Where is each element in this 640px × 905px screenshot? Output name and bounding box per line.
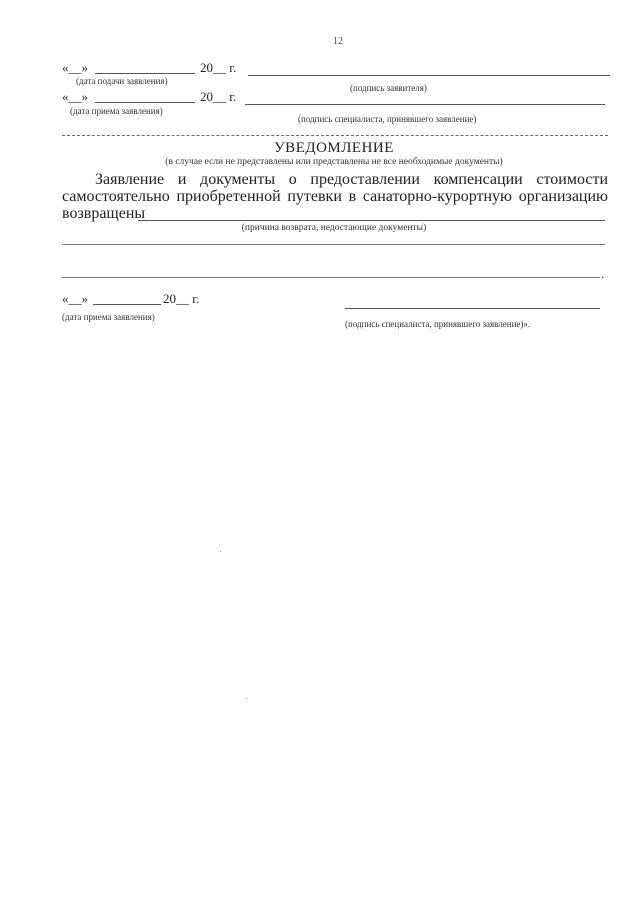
submission-date-caption: (дата подачи заявления) (76, 76, 168, 86)
scan-speck (246, 698, 247, 699)
return-reason-caption: (причина возврата, недостающие документы) (241, 223, 427, 233)
notice-acceptance-day-quote: «__» (62, 291, 88, 306)
notice-subtitle: (в случае если не представлены или представлены не все необходимые документы) (165, 157, 503, 167)
notice-body-line-1: Заявление и документы о предоставлении компенсации стоимости (95, 171, 608, 188)
submission-year: 20__ г. (200, 60, 237, 75)
applicant-signature-line (248, 75, 610, 76)
notice-body-line-2: самостоятельно приобретенной путевки в санаторно-курортную организацию (62, 188, 608, 205)
cut-line-separator (62, 135, 608, 136)
reason-blank-line-1 (62, 244, 605, 245)
page-number: 12 (333, 36, 343, 47)
acceptance-month-line (95, 102, 195, 103)
specialist-signature-line (245, 104, 605, 105)
acceptance-year: 20__ г. (200, 89, 237, 104)
applicant-signature-caption: (подпись заявителя) (350, 83, 427, 93)
acceptance-date-caption: (дата приема заявления) (70, 106, 163, 116)
submission-day-quote: «__» (62, 60, 88, 75)
notice-title: УВЕДОМЛЕНИЕ (274, 140, 394, 156)
reason-line-period: . (601, 266, 605, 281)
notice-specialist-signature-caption: (подпись специалиста, принявшего заявление)». (345, 319, 531, 329)
reason-blank-line-2 (62, 277, 600, 278)
scan-speck (220, 551, 221, 552)
notice-body-line-3: возвращены (62, 205, 146, 222)
submission-month-line (95, 73, 195, 74)
notice-specialist-signature-line (345, 308, 600, 309)
specialist-signature-caption: (подпись специалиста, принявшего заявление) (298, 114, 477, 124)
notice-acceptance-year: 20__ г. (163, 291, 200, 306)
notice-acceptance-date-caption: (дата приема заявления) (62, 312, 155, 322)
return-reason-line (138, 220, 605, 221)
acceptance-day-quote: «__» (62, 89, 88, 104)
notice-acceptance-month-line (93, 304, 161, 305)
